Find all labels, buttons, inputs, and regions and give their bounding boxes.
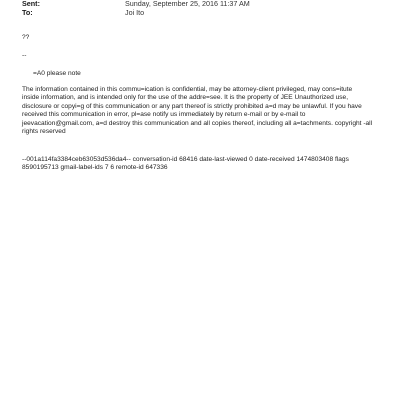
- body-question-marks: ??: [22, 34, 30, 41]
- disclaimer-line: disclosure or copyi=g of this communication or any part thereof is strictly prohibited a=d may be unlawful. If you have: [22, 102, 362, 110]
- disclaimer-line: rights reserved: [22, 128, 66, 136]
- disclaimer-line: The information contained in this commu=ication is confidential, may be attorney-client privileged, may cons=itute: [22, 86, 353, 93]
- sent-row: [22, 0, 250, 8]
- body-signature-dashes: --: [22, 52, 27, 59]
- metadata-line: 8590195713 gmail-label-ids 7 6 remote-id 647336: [22, 164, 168, 172]
- confidentiality-disclaimer: [22, 86, 384, 136]
- message-metadata: [22, 156, 384, 173]
- to-row: [22, 8, 144, 17]
- to-value: Joi Ito: [125, 8, 145, 17]
- disclaimer-line: inside information, and is intended only for the use of the addre=see. It is the property of JEE Unauthorized use,: [22, 94, 349, 102]
- sent-value: Sunday, September 25, 2016 11:37 AM: [125, 0, 250, 8]
- disclaimer-line: received this communication in error, pl=ase notify us immediately by return e-mail or by e-mail to: [22, 111, 306, 119]
- sent-label: Sent:: [22, 0, 40, 8]
- disclaimer-line: jeevacation@gmail.com, a=d destroy this communication and all copies thereof, including all a=tachments. copyright -all: [22, 119, 373, 127]
- to-label: To:: [22, 8, 33, 17]
- body-please-note: =A0 please note: [33, 70, 81, 77]
- metadata-line: --001a114fa3384ceb63053d536da4-- conversation-id 68416 date-last-viewed 0 date-received 1474803408 flags: [22, 156, 349, 163]
